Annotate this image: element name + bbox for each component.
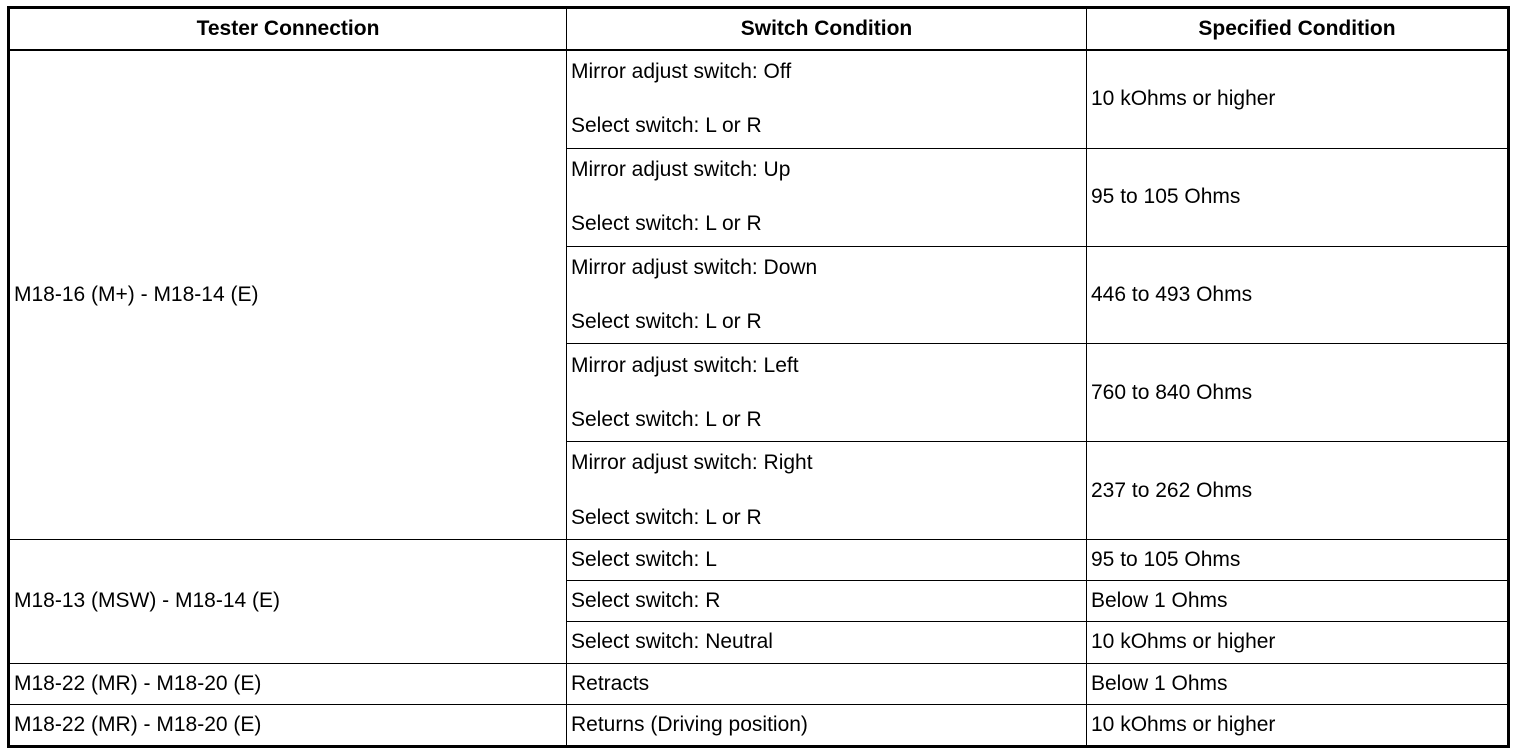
specified-condition-cell: 760 to 840 Ohms xyxy=(1087,344,1509,442)
specified-condition-cell: 10 kOhms or higher xyxy=(1087,50,1509,148)
specified-condition-cell: 95 to 105 Ohms xyxy=(1087,540,1509,581)
switch-condition-line: Select switch: L or R xyxy=(571,114,762,138)
switch-condition-line: Mirror adjust switch: Off xyxy=(571,60,792,84)
switch-condition-line: Mirror adjust switch: Down xyxy=(571,255,818,279)
switch-condition-line: Mirror adjust switch: Left xyxy=(571,353,799,377)
specified-condition-cell: 95 to 105 Ohms xyxy=(1087,148,1509,246)
specified-condition-cell: 237 to 262 Ohms xyxy=(1087,442,1509,540)
switch-condition-cell xyxy=(567,442,1087,540)
header-switch-condition: Switch Condition xyxy=(567,8,1087,51)
specified-condition-cell: 10 kOhms or higher xyxy=(1087,704,1509,746)
switch-condition-cell xyxy=(567,246,1087,344)
switch-condition-line: Select switch: L or R xyxy=(571,212,762,236)
switch-condition-line: Select switch: L or R xyxy=(571,310,762,333)
specified-condition-cell: 10 kOhms or higher xyxy=(1087,622,1509,663)
table-row xyxy=(9,50,1509,148)
tester-connection-cell: M18-16 (M+) - M18-14 (E) xyxy=(9,50,567,540)
tester-connection-cell: M18-13 (MSW) - M18-14 (E) xyxy=(9,540,567,664)
header-specified-condition: Specified Condition xyxy=(1087,8,1509,51)
switch-condition-cell xyxy=(567,50,1087,148)
table-row xyxy=(9,704,1509,746)
switch-condition-cell: Select switch: Neutral xyxy=(567,622,1087,663)
tester-connection-cell: M18-22 (MR) - M18-20 (E) xyxy=(9,704,567,746)
specified-condition-cell: Below 1 Ohms xyxy=(1087,663,1509,704)
tester-connection-cell: M18-22 (MR) - M18-20 (E) xyxy=(9,663,567,704)
specified-condition-cell: Below 1 Ohms xyxy=(1087,581,1509,622)
switch-condition-line: Mirror adjust switch: Up xyxy=(571,158,791,182)
switch-condition-cell: Select switch: R xyxy=(567,581,1087,622)
header-tester-connection: Tester Connection xyxy=(9,8,567,51)
switch-condition-cell xyxy=(567,148,1087,246)
header-row xyxy=(9,8,1509,51)
switch-condition-cell: Select switch: L xyxy=(567,540,1087,581)
switch-condition-line: Mirror adjust switch: Right xyxy=(571,451,813,475)
table-row xyxy=(9,663,1509,704)
switch-condition-cell: Returns (Driving position) xyxy=(567,704,1087,746)
switch-condition-line: Select switch: L or R xyxy=(571,407,762,431)
switch-condition-cell xyxy=(567,344,1087,442)
specified-condition-cell: 446 to 493 Ohms xyxy=(1087,246,1509,344)
resistance-spec-table xyxy=(7,6,1510,748)
table-row xyxy=(9,540,1509,581)
switch-condition-cell: Retracts xyxy=(567,663,1087,704)
switch-condition-line: Select switch: L or R xyxy=(571,505,762,529)
